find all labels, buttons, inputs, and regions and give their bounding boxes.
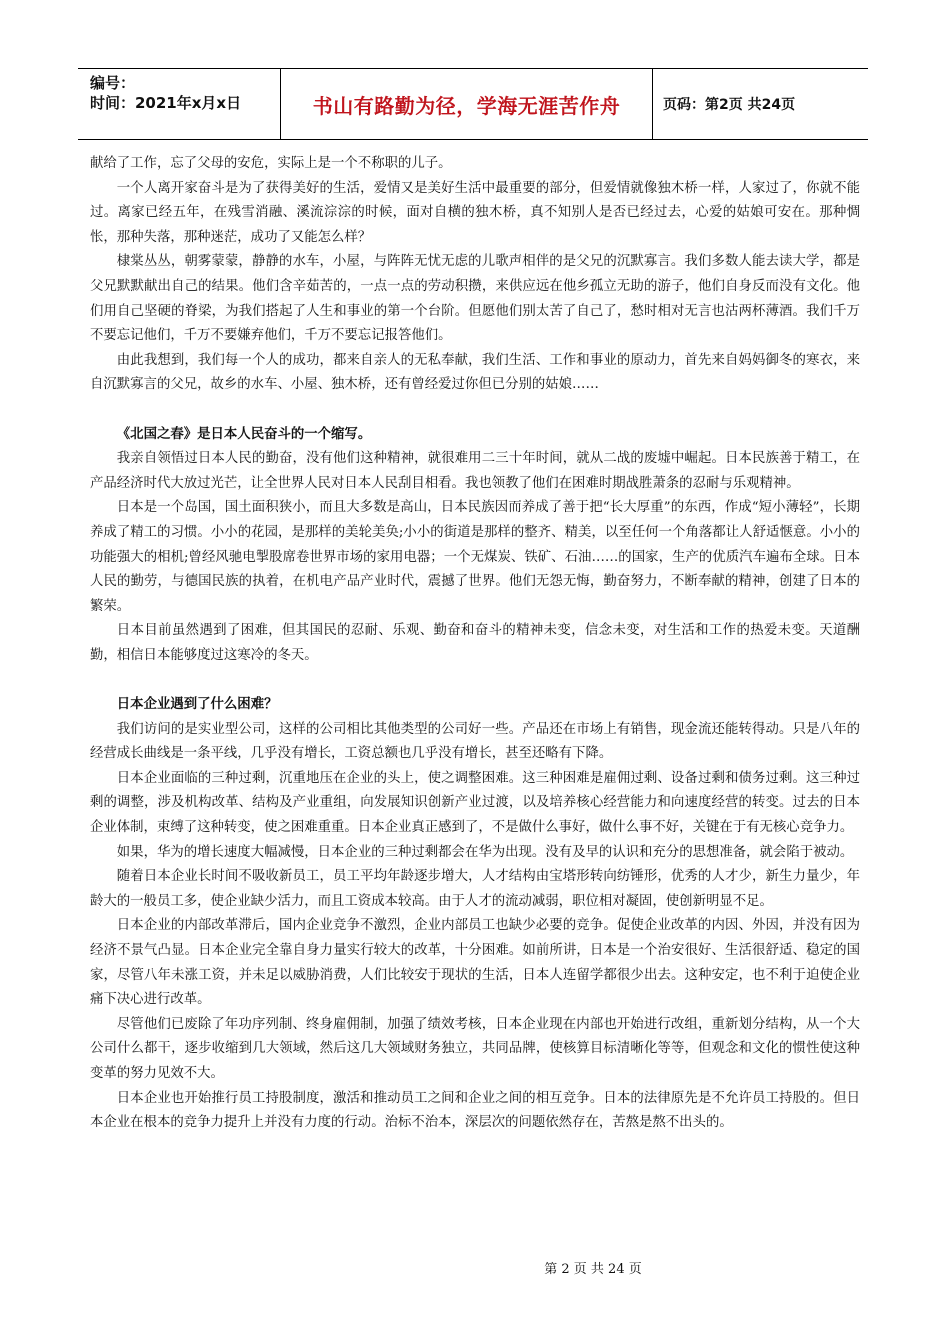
header-date-label: 时间：2021年x月x日	[90, 94, 242, 112]
body-paragraph: 日本企业的内部改革滞后，国内企业竞争不激烈，企业内部员工也缺少必要的竞争。促使企业改革的内因、外因，并没有因为经济不景气凸显。日本企业完全靠自身力量实行较大的改革，十分困难。如前所讲，日本是一个治安很好、生活很舒适、稳定的国家，尽管八年未涨工资，并未足以威胁消费，人们比较安于现状的生活，日本人连留学都很少出去。这种安定，也不利于迫使企业痛下决心进行改革。	[90, 918, 860, 1008]
body-paragraph: 日本企业也开始推行员工持股制度，激活和推动员工之间和企业之间的相互竞争。日本的法律原先是不允许员工持股的。但日本企业在根本的竞争力提升上并没有力度的行动。治标不治本，深层次的问题依然存在，苦熬是熬不出头的。	[90, 1090, 860, 1131]
paragraph-gap	[90, 398, 860, 423]
document-body	[90, 152, 860, 1136]
body-paragraph: 随着日本企业长时间不吸收新员工，员工平均年龄逐步增大，人才结构由宝塔形转向纺锤形，优秀的人才少，新生力量少，年龄大的一般员工多，使企业缺少活力，而且工资成本较高。由于人才的流动减弱，职位相对凝固，使创新明显不足。	[90, 869, 860, 909]
body-paragraph: 如果，华为的增长速度大幅减慢，日本企业的三种过剩都会在华为出现。没有及早的认识和充分的思想准备，就会陷于被动。	[116, 844, 854, 860]
header-number-label: 编号：	[90, 74, 136, 92]
body-paragraph: 一个人离开家奋斗是为了获得美好的生活，爱情又是美好生活中最重要的部分，但爱情就像独木桥一样，人家过了，你就不能过。离家已经五年，在残雪消融、溪流淙淙的时候，面对自横的独木桥，真不知别人是否已经过去，心爱的姑娘可安在。那种惆怅，那种失落，那种迷茫，成功了又能怎么样？	[90, 180, 860, 245]
body-paragraph: 尽管他们已废除了年功序列制、终身雇佣制，加强了绩效考核，日本企业现在内部也开始进行改组，重新划分结构，从一个大公司什么都干，逐步收缩到几大领域，然后这几大领域财务独立，共同品牌，使核算目标清晰化等等，但观念和文化的惯性使这种变革的努力见效不大。	[90, 1016, 860, 1081]
section-heading: 《北国之春》是日本人民奋斗的一个缩写。	[116, 426, 372, 442]
page-footer: 第 2 页 共 24 页	[544, 1262, 642, 1277]
header-page-info: 页码：第2页 共24页	[663, 97, 796, 113]
paragraph-gap	[90, 668, 860, 693]
body-paragraph: 日本是一个岛国，国土面积狭小，而且大多数是高山，日本民族因而养成了善于把“长大厚重”的东西，作成“短小薄轻”，长期养成了精工的习惯。小小的花园，是那样的美轮美奂;小小的街道是那样的整齐、精美，以至任何一个角落都让人舒适惬意。小小的功能强大的相机;曾经风驰电掣股席卷世界市场的家用电器；一个无煤炭、铁矿、石油……的国家，生产的优质汽车遍布全球。日本人民的勤劳，与德国民族的执着，在机电产品产业时代，震撼了世界。他们无怨无悔，勤奋努力，不断奉献的精神，创建了日本的繁荣。	[90, 500, 860, 614]
body-paragraph: 由此我想到，我们每一个人的成功，都来自亲人的无私奉献，我们生活、工作和事业的原动力，首先来自妈妈御冬的寒衣，来自沉默寡言的父兄，故乡的水车、小屋、独木桥，还有曾经爱过你但已分别的姑娘……	[90, 352, 860, 393]
body-paragraph: 我们访问的是实业型公司，这样的公司相比其他类型的公司好一些。产品还在市场上有销售，现金流还能转得动。只是八年的经营成长曲线是一条平线，几乎没有增长，工资总额也几乎没有增长，甚至还略有下降。	[90, 721, 860, 762]
body-paragraph: 日本目前虽然遇到了困难，但其国民的忍耐、乐观、勤奋和奋斗的精神未变，信念未变，对生活和工作的热爱未变。天道酬勤，相信日本能够度过这寒冷的冬天。	[90, 623, 860, 663]
body-paragraph: 棣棠丛丛，朝雾蒙蒙，静静的水车，小屋，与阵阵无忧无虑的儿歌声相伴的是父兄的沉默寡言。我们多数人能去读大学，都是父兄默默献出自己的结果。他们含辛茹苦的，一点一点的劳动积攒，来供应远在他乡孤立无助的游子，他们自身反而没有文化。他们用自己坚硬的脊梁，为我们搭起了人生和事业的第一个台阶。但愿他们别太苦了自己了，愁时相对无言也沽两杯薄酒。我们千万不要忘记他们，千万不要嫌弃他们，千万不要忘记报答他们。	[90, 254, 860, 344]
body-paragraph: 献给了工作，忘了父母的安危，实际上是一个不称职的儿子。	[90, 156, 452, 171]
page-header	[78, 68, 868, 140]
body-paragraph: 我亲自领悟过日本人民的勤奋，没有他们这种精神，就很难用二三十年时间，就从二战的废墟中崛起。日本民族善于精工，在产品经济时代大放过光芒，让全世界人民对日本人民刮目相看。我也领教了他们在困难时期战胜萧条的忍耐与乐观精神。	[90, 451, 860, 491]
header-motto: 书山有路勤为径，学海无涯苦作舟	[281, 69, 653, 139]
body-paragraph: 日本企业面临的三种过剩，沉重地压在企业的头上，使之调整困难。这三种困难是雇佣过剩、设备过剩和债务过剩。这三种过剩的调整，涉及机构改革、结构及产业重组，向发展知识创新产业过渡，以及培养核心经营能力和向速度经营的转变。过去的日本企业体制，束缚了这种转变，使之困难重重。日本企业真正感到了，不是做什么事好，做什么事不好，关键在于有无核心竞争力。	[90, 770, 860, 836]
section-heading: 日本企业遇到了什么困难？	[116, 697, 278, 713]
header-meta	[78, 69, 281, 139]
